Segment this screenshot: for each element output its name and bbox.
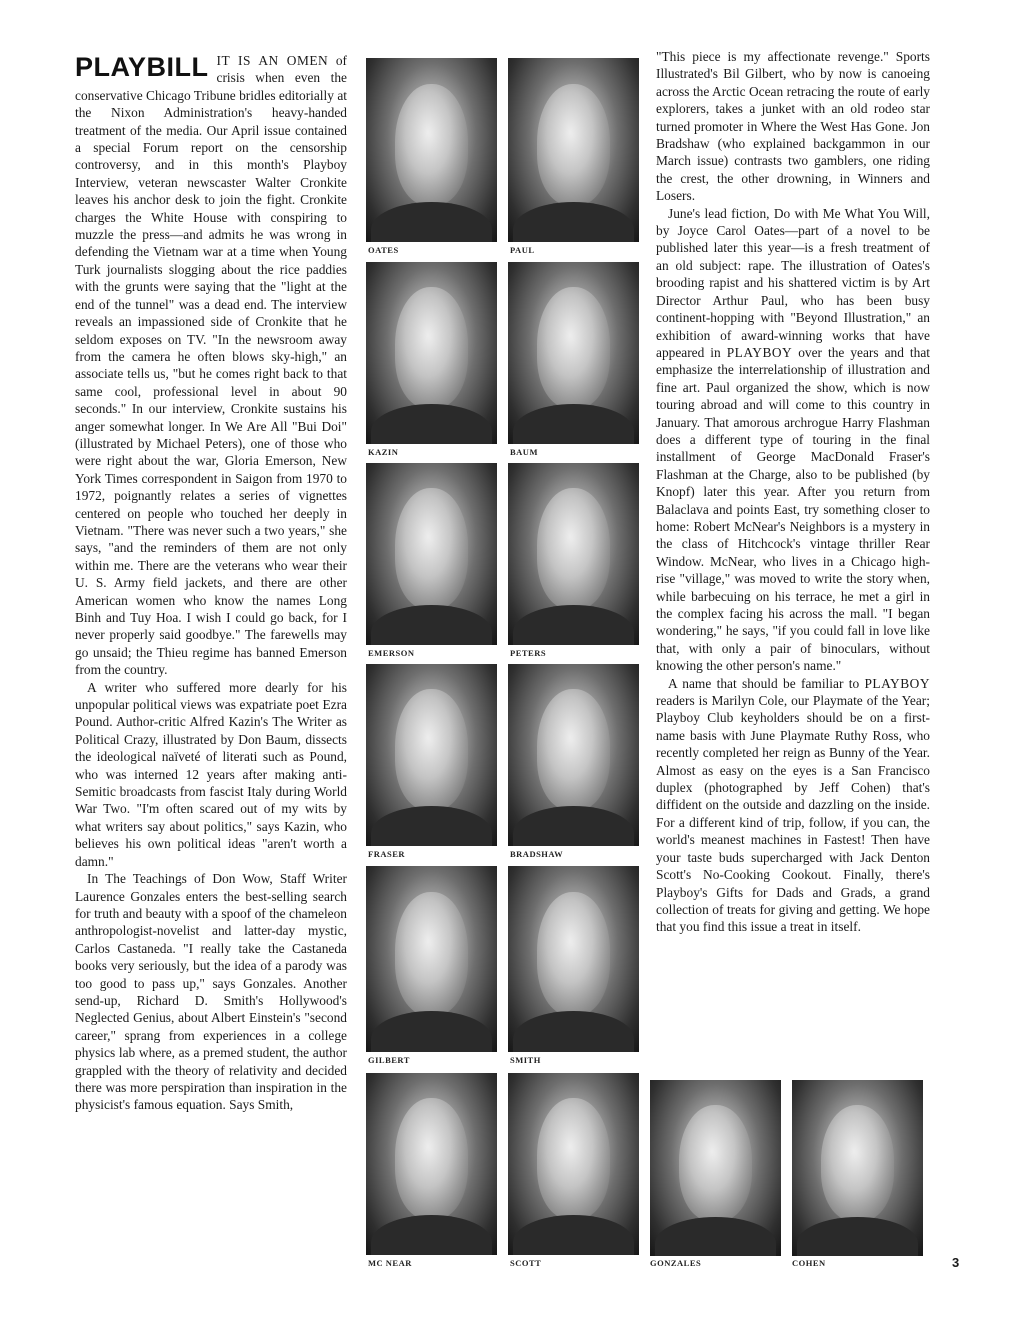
contributor-photo-baum <box>508 262 639 444</box>
contributor-photo-gilbert <box>366 866 497 1052</box>
contributor-photo-kazin <box>366 262 497 444</box>
contributor-photo-cohen <box>792 1080 923 1256</box>
kazin-paragraph: A writer who suffered more dearly for his unpopular political views was expatriate poet Ezra Pound. Author-critic Alfred Kazin's The Writer as Political Crazy, illustrated by Don Baum, dissects the ideological naïveté of literati such as Pound, who was interned 12 years after making anti-Semitic broadcasts from fascist Italy during World War Two. "I'm often scared out of my wits by what writers say about politics," says Kazin, who believes his own political ideas "aren't worth a damn." <box>75 679 347 869</box>
fiction-text-b: over the years and that emphasize the interrelationship of illustration and fine art. Paul organized the show, which is now touring abroad and will come to this country in January. That amorous archrogue Harry Flashman does a different type of touring in the final installment of George MacDonald Fraser's Flashman at the Charge, also to be published (by Knopf) later this year. After you return from Balaclava and points East, try something closer to home: Robert McNear's Neighbors is a mystery in the class of Hitchcock's vintage thriller Rear Window. McNear, who lives in a Chicago high-rise "village," was moved to write the story when, while barbecuing on his terrace, he met a girl in the complex facing his across the mall. "I began wondering," he says, "if you could fall in love like that, with only a pair of binoculars, without knowing the other person's name." <box>656 344 930 674</box>
playboy-smallcaps: PLAYBOY <box>726 344 793 360</box>
photo-caption: EMERSON <box>368 648 415 658</box>
photo-caption: PETERS <box>510 648 547 658</box>
lead-caps: IT IS AN OMEN <box>216 53 329 68</box>
playboy-smallcaps: PLAYBOY <box>864 675 930 691</box>
photo-caption: GILBERT <box>368 1055 410 1065</box>
contributor-photo-emerson <box>366 463 497 645</box>
gilbert-paragraph: "This piece is my affectionate revenge." Sports Illustrated's Bil Gilbert, who by now is canoeing across the Arctic Ocean retracing the route of early explorers, takes a junket with an old rodeo star turned promoter in Where the West Has Gone. Jon Bradshaw (who explained backgammon in our March issue) contrasts two gamblers, one riding the crest, the other drowning, in Winners and Losers. <box>656 49 930 204</box>
intro-paragraph <box>75 52 347 679</box>
photo-caption: BAUM <box>510 447 538 457</box>
left-column <box>75 52 347 1114</box>
page-number: 3 <box>952 1255 960 1270</box>
intro-text: of crisis when even the conservative Chicago Tribune bridles editorially at the Nixon Administration's heavy-handed treatment of the media. Our April issue contained a special Forum report on the censorship controversy, and in this month's Playboy Interview, veteran newscaster Walter Cronkite leaves his anchor desk to join the fight. Cronkite charges the White House with conspiring to muzzle the press—and admits he was wrong in defending the Vietnam war at a time when Young Turk journalists slogging about the rice paddies with the grunts were saying that the "light at the end of the tunnel" was a dead end. The interview reveals an impassioned side of Cronkite that he seldom exposes on TV. "In the newsroom away from the camera he often blows sky-high," an associate tells us, "but he comes right back to that same cool, professional level in about 90 seconds." In our interview, Cronkite sustains his anger somewhat longer. In We Are All "Bui Doi" (illustrated by Michael Peters), one of those who were right about the war, Gloria Emerson, New York Times correspondent in Saigon from 1970 to 1972, poignantly relates a series of vignettes centered on people who touched her deeply in Vietnam. "There was never such a two years," she says, "and the reminders of them are not only within me. There are the veterans who wear their U. S. Army field jackets, and there are other American women who know the names Long Binh and Tuy Hoa. I wish I could go back, for I never properly said goodbye." The farewells may go unsaid; the Thieu regime has banned Emerson from the country. <box>75 53 347 678</box>
photo-caption: OATES <box>368 245 399 255</box>
playmate-text-b: readers is Marilyn Cole, our Playmate of the Year; Playboy Club keyholders should be on a first-name basis with June Playmate Ruthy Ross, who recently completed her reign as Bunny of the Year. Almost as easy on the eyes is a San Francisco duplex (photographed by Jeff Cohen) that's diffident on the outside and dazzling on the inside. For a different kind of trip, follow, if you can, the world's meanest machines in Fastest! Then have your taste buds supercharged with Jack Denton Scott's No-Cooking Cookout. Finally, there's Playboy's Gifts for Dads and Grads, a grand collection of treats for giving and getting. We hope that you find this issue a treat in itself. <box>656 693 930 935</box>
right-column <box>656 48 930 936</box>
playmate-paragraph <box>656 675 930 936</box>
photo-caption: MC NEAR <box>368 1258 412 1268</box>
contributor-photo-gonzales <box>650 1080 781 1256</box>
contributor-photo-paul <box>508 58 639 242</box>
contributor-photo-peters <box>508 463 639 645</box>
gonzales-paragraph: In The Teachings of Don Wow, Staff Writer Laurence Gonzales enters the best-selling search for truth and beauty with a spoof of the chameleon anthropologist-novelist and latter-day mystic, Carlos Castaneda. "I really take the Castaneda books very seriously, but the idea of a parody was too good to pass up," says Gonzales. Another send-up, Richard D. Smith's Hollywood's Neglected Genius, about Albert Einstein's "second career," sprang from experiences in a college physics lab where, as a premed student, the author grappled with the theory of relativity and decided there was more perspiration than inspiration in the physicist's famous equation. Says Smith, <box>75 871 347 1113</box>
playmate-text-a: A name that should be familiar to <box>668 675 865 691</box>
photo-caption: KAZIN <box>368 447 399 457</box>
contributor-photo-bradshaw <box>508 664 639 846</box>
contributor-photo-smith <box>508 866 639 1052</box>
photo-caption: COHEN <box>792 1258 826 1268</box>
photo-caption: SCOTT <box>510 1258 542 1268</box>
contributor-photo-fraser <box>366 664 497 846</box>
photo-caption: PAUL <box>510 245 535 255</box>
contributor-photo-oates <box>366 58 497 242</box>
fiction-text-a: June's lead fiction, Do with Me What You Will, by Joyce Carol Oates—part of a novel to be published later this year—is a fresh treatment of an old subject: rape. The illustration of Oates's brooding rapist and his shattered victim is by Art Director Arthur Paul, who has been busy continent-hopping with "Beyond Illustration," an exhibition of award-winning works that have appeared in <box>656 205 930 360</box>
contributor-photo-mcnear <box>366 1073 497 1255</box>
fiction-paragraph <box>656 205 930 675</box>
page-title: PLAYBILL <box>75 52 209 82</box>
contributor-photo-scott <box>508 1073 639 1255</box>
photo-caption: FRASER <box>368 849 406 859</box>
photo-caption: BRADSHAW <box>510 849 564 859</box>
photo-caption: SMITH <box>510 1055 541 1065</box>
photo-caption: GONZALES <box>650 1258 702 1268</box>
